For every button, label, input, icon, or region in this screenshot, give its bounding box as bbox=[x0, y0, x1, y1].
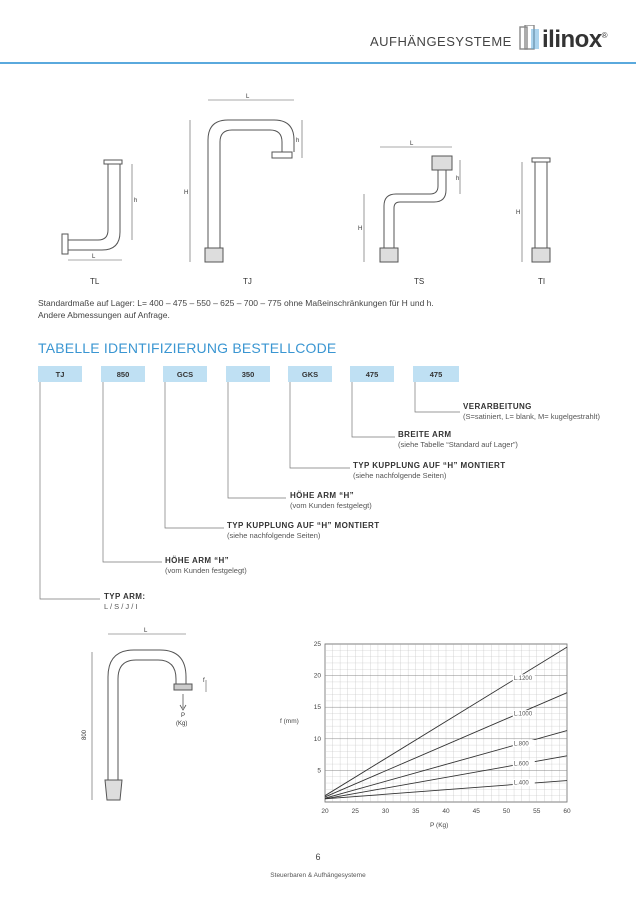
load-height-label: 800 bbox=[82, 729, 88, 740]
tj-dim-h-lower: h bbox=[296, 138, 300, 144]
code-box-coupling: GCS bbox=[163, 366, 207, 382]
standard-dimensions-text bbox=[38, 297, 598, 321]
x-tick-label: 50 bbox=[502, 808, 511, 815]
x-tick-label: 35 bbox=[412, 808, 420, 815]
code-desc-finish: VERARBEITUNG (S=satiniert, L= blank, M= kugelgestrahlt) bbox=[463, 402, 600, 421]
x-tick-label: 25 bbox=[351, 808, 359, 815]
code-desc-height: HÖHE ARM “H” (vom Kunden festgelegt) bbox=[165, 556, 247, 575]
load-test-drawing bbox=[70, 622, 220, 812]
y-tick-label: 25 bbox=[313, 641, 321, 648]
ti-arm-drawing bbox=[522, 158, 550, 262]
series-label-l800: L.800 bbox=[513, 741, 529, 748]
code-box-width: 475 bbox=[350, 366, 394, 382]
tl-dim-h: h bbox=[134, 198, 138, 204]
chart-x-label: P (Kg) bbox=[430, 822, 449, 829]
tl-arm-drawing bbox=[62, 160, 132, 260]
y-tick-label: 20 bbox=[313, 672, 321, 680]
tl-dim-l: L bbox=[92, 254, 96, 260]
load-dim-f: f bbox=[203, 678, 205, 684]
load-force-unit: (Kg) bbox=[176, 721, 188, 727]
ts-arm-drawing bbox=[364, 147, 460, 262]
ti-dim-h: H bbox=[516, 210, 521, 216]
chart-grid bbox=[325, 644, 567, 802]
code-box-coupling-h: GKS bbox=[288, 366, 332, 382]
tj-arm-drawing bbox=[190, 100, 302, 262]
series-label-l1000: L.1000 bbox=[513, 711, 533, 718]
ts-dim-h-upper: H bbox=[358, 226, 363, 232]
tj-dim-h-upper: H bbox=[184, 190, 189, 196]
x-tick-label: 45 bbox=[472, 808, 480, 815]
series-label-l400: L.400 bbox=[513, 780, 529, 787]
standard-line-1: Standardmaße auf Lager: L= 400 – 475 – 550 – 625 – 700 – 775 ohne Maßeinschränkungen für H und h. bbox=[38, 298, 434, 308]
x-tick-label: 60 bbox=[563, 808, 571, 815]
figure-label-tj: TJ bbox=[243, 277, 252, 286]
code-box-height-h: 350 bbox=[226, 366, 270, 382]
series-label-l600: L.600 bbox=[513, 761, 529, 768]
figure-label-ts: TS bbox=[414, 277, 425, 286]
x-tick-label: 30 bbox=[381, 808, 390, 815]
code-box-height: 850 bbox=[101, 366, 145, 382]
tj-dim-l: L bbox=[246, 94, 250, 100]
y-tick-label: 5 bbox=[317, 767, 321, 775]
figure-label-ti: TI bbox=[538, 277, 546, 286]
ts-dim-l: L bbox=[410, 141, 414, 147]
ts-dim-h-lower: h bbox=[456, 176, 460, 182]
code-box-finish: 475 bbox=[413, 366, 459, 382]
code-desc-coupling: TYP KUPPLUNG AUF “H” MONTIERT (siehe nachfolgende Seiten) bbox=[227, 521, 380, 540]
page-number: 6 bbox=[315, 852, 321, 862]
code-desc-coupling-h: TYP KUPPLUNG AUF “H” MONTIERT (siehe nachfolgende Seiten) bbox=[353, 461, 506, 480]
standard-line-2: Andere Abmessungen auf Anfrage. bbox=[38, 310, 170, 320]
page-header-title: AUFHÄNGESYSTEME bbox=[370, 34, 512, 49]
load-dim-l: L bbox=[144, 628, 148, 634]
arm-types-drawing bbox=[40, 90, 600, 295]
deflection-chart bbox=[270, 630, 590, 840]
brand-logo-text: ilinox® bbox=[542, 26, 608, 53]
y-tick-label: 10 bbox=[313, 735, 321, 743]
x-tick-label: 55 bbox=[533, 808, 541, 815]
code-desc-height-h: HÖHE ARM “H” (vom Kunden festgelegt) bbox=[290, 491, 372, 510]
footer-text: Steuerbaren & Aufhängesysteme bbox=[270, 872, 366, 879]
x-tick-label: 40 bbox=[442, 808, 450, 815]
section-title: TABELLE IDENTIFIZIERUNG BESTELLCODE bbox=[38, 340, 337, 356]
load-force-label: P bbox=[181, 713, 186, 719]
y-tick-label: 15 bbox=[313, 704, 321, 712]
figure-label-tl: TL bbox=[90, 277, 100, 286]
header-divider bbox=[0, 62, 636, 64]
ilinox-logo-icon bbox=[519, 25, 541, 51]
series-label-l1200: L.1200 bbox=[513, 675, 533, 682]
code-desc-arm-type: TYP ARM: L / S / J / I bbox=[104, 592, 146, 611]
chart-y-label: f (mm) bbox=[280, 718, 299, 725]
code-desc-width: BREITE ARM (siehe Tabelle “Standard auf Lager”) bbox=[398, 430, 518, 449]
chart-ticks bbox=[314, 641, 571, 815]
code-box-arm-type: TJ bbox=[38, 366, 82, 382]
x-tick-label: 20 bbox=[321, 808, 329, 815]
